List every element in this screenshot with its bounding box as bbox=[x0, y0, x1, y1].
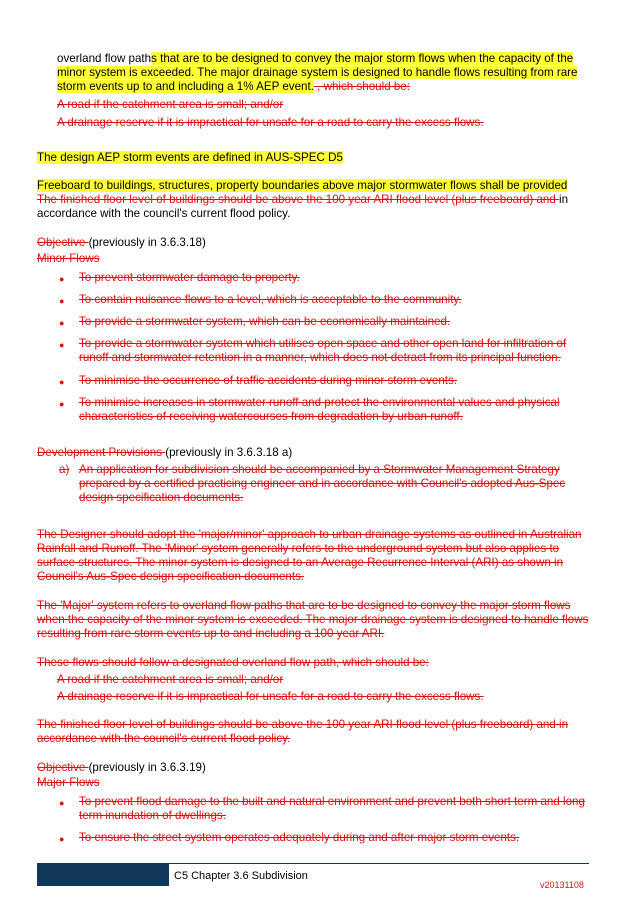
aep-statement bbox=[37, 151, 589, 165]
designer-paragraph: The Designer should adopt the 'major/minor' approach to urban drainage systems as outlined in Australian Rainfall and Runoff. The 'Minor' system generally refers to the underground system but also applies to surface structures. The minor system is designed to an Average Recurrence Interval (ARI) as shown in Council's Aus-Spec design specification documents. bbox=[37, 528, 582, 583]
list-item-drainage-reserve: A drainage reserve if it is impractical for unsafe for a road to carry the excess flows. bbox=[57, 116, 484, 129]
bullet-icon: ● bbox=[59, 377, 65, 387]
bullet-icon: ● bbox=[59, 399, 65, 409]
bullet-icon: ● bbox=[59, 318, 65, 328]
list-item: To provide a stormwater system which utilises open space and other open land for infiltration of runoff and stormwater retention in a manner, which does not detract from its principal function. bbox=[79, 337, 567, 364]
bullet-icon: ● bbox=[59, 296, 65, 306]
list-item: An application for subdivision should be accompanied by a Stormwater Management Strategy prepared by a certified practicing engineer and in accordance with Council's adopted Aus-Spec design specification documents. bbox=[79, 463, 566, 504]
deleted-run: Objective bbox=[37, 761, 89, 774]
footer-color-bar bbox=[37, 864, 169, 886]
floor-level-paragraph: The finished floor level of buildings should be above the 100 year ARI flood level (plus freeboard) and in accordance with the council's current flood policy. bbox=[37, 718, 569, 745]
list-item: To minimise the occurrence of traffic accidents during minor storm events. bbox=[79, 374, 458, 387]
list-item: To minimise increases in stormwater runoff and protect the environmental values and physical characteristics of receiving watercourses from degradation by urban runoff. bbox=[79, 396, 560, 423]
list-item: To provide a stormwater system, which can be economically maintained. bbox=[79, 315, 451, 328]
highlighted-run: The design AEP storm events are defined in AUS-SPEC D5 bbox=[37, 151, 343, 164]
development-provisions-heading bbox=[37, 446, 589, 460]
list-item: To prevent stormwater damage to property. bbox=[79, 271, 300, 284]
deleted-run: The finished floor level of buildings should be above the 100 year ARI flood level (plus freeboard) and bbox=[37, 193, 560, 206]
list-marker: a) bbox=[59, 463, 70, 476]
objective-heading-1 bbox=[37, 236, 589, 250]
text-run: in bbox=[559, 193, 569, 206]
highlighted-run: Freeboard to buildings, structures, property boundaries above major stormwater flows shall be provided bbox=[37, 179, 568, 192]
list-item: To contain nuisance flows to a level, which is acceptable to the community. bbox=[79, 293, 462, 306]
paragraph-overland-flow bbox=[57, 52, 587, 94]
list-item: To prevent flood damage to the built and natural environment and prevent both short term and long term inundation of dwellings. bbox=[79, 795, 585, 822]
list-item-drainage-reserve: A drainage reserve if it is impractical for unsafe for a road to carry the excess flows. bbox=[57, 690, 484, 703]
minor-flows-heading bbox=[37, 252, 589, 266]
list-item-road: A road if the catchment area is small; and/or bbox=[57, 98, 284, 111]
objective-heading-2 bbox=[37, 761, 589, 775]
deleted-run: Development Provisions bbox=[37, 446, 166, 459]
list-item-road: A road if the catchment area is small; and/or bbox=[57, 673, 284, 686]
footer-title: C5 Chapter 3.6 Subdivision bbox=[174, 870, 308, 882]
deleted-run: Minor Flows bbox=[37, 252, 100, 265]
bullet-icon: ● bbox=[59, 798, 65, 808]
highlighted-run: The major drainage system is designed to handle flows resulting from rare storm events up to and including a 1% AEP event. bbox=[57, 66, 578, 93]
footer-version: v20131108 bbox=[540, 880, 584, 890]
deleted-run: , which should be: bbox=[313, 80, 410, 93]
these-flows-paragraph: These flows should follow a designated overland flow path, which should be: bbox=[37, 656, 429, 669]
deleted-run: Major Flows bbox=[37, 776, 100, 789]
text-run: (previously in 3.6.3.19) bbox=[88, 761, 206, 774]
text-run: (previously in 3.6.3.18 a) bbox=[165, 446, 293, 459]
bullet-icon: ● bbox=[59, 340, 65, 350]
bullet-icon: ● bbox=[59, 834, 65, 844]
list-item: To ensure the street system operates adequately during and after major storm events. bbox=[79, 831, 520, 844]
highlighted-run: s that are to be designed to convey the major storm flows when the capacity of the minor system is exceeded. bbox=[57, 52, 574, 79]
freeboard-paragraph bbox=[37, 179, 589, 221]
text-run: (previously in 3.6.3.18) bbox=[88, 236, 206, 249]
major-system-paragraph: The 'Major' system refers to overland flow paths that are to be designed to convey the major storm flows when the capacity of the minor system is exceeded. The major drainage system is designed to handle flows resulting from rare storm events up to and including a 100 year ARI. bbox=[37, 599, 589, 640]
major-flows-heading bbox=[37, 776, 589, 790]
text-run: overland flow path bbox=[57, 52, 152, 65]
deleted-run: Objective bbox=[37, 236, 89, 249]
bullet-icon: ● bbox=[59, 274, 65, 284]
text-run: accordance with the council's current flood policy. bbox=[37, 207, 291, 220]
